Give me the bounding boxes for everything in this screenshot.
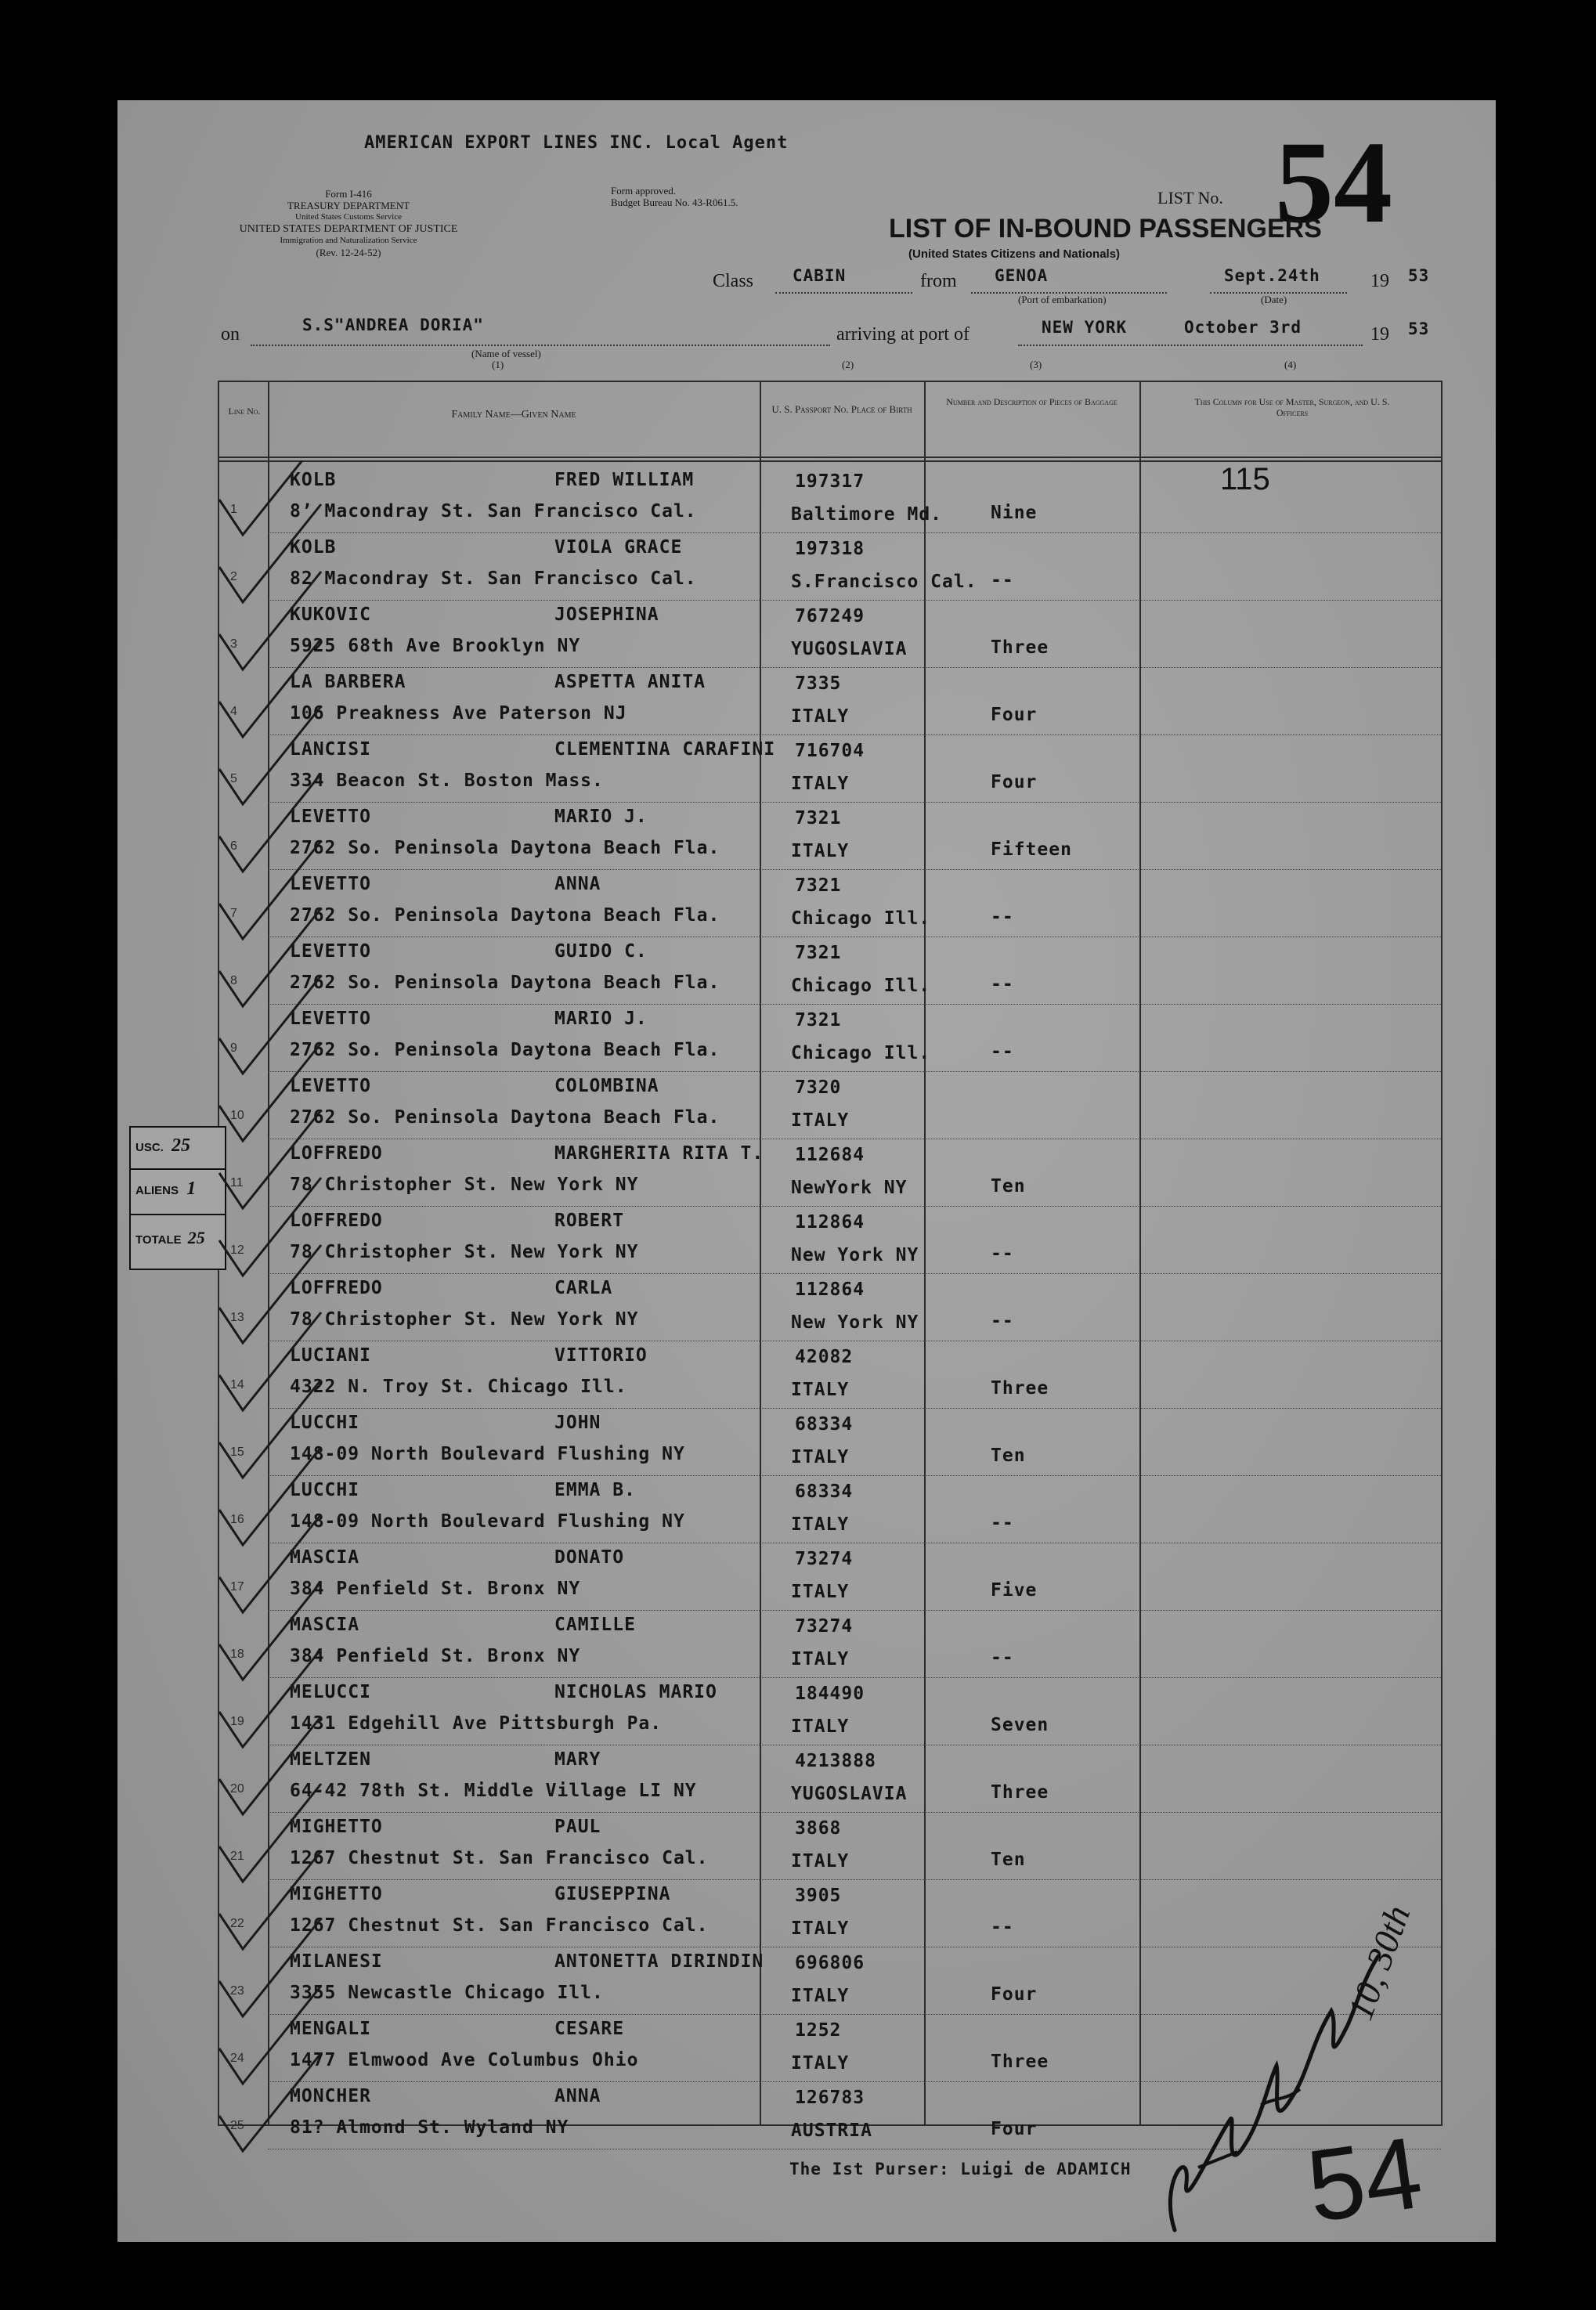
check-mark (219, 1514, 321, 1612)
tally-usc (135, 1135, 190, 1157)
line-number: 9 (230, 1041, 237, 1055)
given-name: GIUSEPPINA (554, 1884, 671, 1904)
address: 78 Christopher St. New York NY (290, 1175, 639, 1195)
check-mark (219, 706, 321, 804)
baggage: -- (991, 1917, 1014, 1937)
place-of-birth: S.Francisco Cal. (791, 572, 977, 592)
form-ins: Immigration and Naturalization Service (280, 236, 417, 245)
passport-number: 767249 (795, 606, 865, 626)
handwritten-list-number: 54 (1300, 2114, 1429, 2244)
place-of-birth: AUSTRIA (791, 2121, 872, 2141)
page-title: LIST OF IN-BOUND PASSENGERS (889, 214, 1322, 244)
date-caption: (Date) (1261, 294, 1287, 305)
place-of-birth: ITALY (791, 1716, 850, 1737)
passport-number: 112864 (795, 1212, 865, 1233)
address: 4322 N. Troy St. Chicago Ill. (290, 1377, 627, 1397)
check-mark (219, 908, 321, 1006)
aliens-label: ALIENS (135, 1184, 179, 1197)
place-of-birth: ITALY (791, 1110, 850, 1131)
place-of-birth: ITALY (791, 2053, 850, 2074)
baggage: Five (991, 1580, 1038, 1601)
family-name: LUCIANI (290, 1345, 371, 1366)
line-number: 21 (230, 1850, 244, 1863)
date-year: 53 (1408, 266, 1430, 285)
address: 1267 Chestnut St. San Francisco Cal. (290, 1848, 709, 1868)
address: 1431 Edgehill Ave Pittsburgh Pa. (290, 1713, 663, 1734)
baggage: Three (991, 2052, 1049, 2072)
given-name: GUIDO C. (554, 941, 648, 962)
arrival-year: 53 (1408, 319, 1430, 338)
place-of-birth: ITALY (791, 1851, 850, 1871)
given-name: NICHOLAS MARIO (554, 1682, 717, 1702)
family-name: LEVETTO (290, 1009, 371, 1029)
vessel-name: S.S"ANDREA DORIA" (302, 316, 484, 334)
address: 2762 So. Peninsola Daytona Beach Fla. (290, 1107, 720, 1128)
line-number: 13 (230, 1311, 244, 1324)
signature-note: 10, 30th (1339, 1900, 1418, 2025)
passport-number: 73274 (795, 1616, 854, 1637)
passport-number: 112864 (795, 1280, 865, 1300)
place-of-birth: Chicago Ill. (791, 976, 931, 996)
family-name: LUCCHI (290, 1413, 360, 1433)
address: 2762 So. Peninsola Daytona Beach Fla. (290, 1040, 720, 1060)
family-name: MASCIA (290, 1547, 360, 1568)
family-name: MELUCCI (290, 1682, 371, 1702)
place-of-birth: New York NY (791, 1312, 919, 1333)
line-number: 16 (230, 1513, 244, 1526)
passport-number: 7320 (795, 1077, 842, 1098)
form-justice: UNITED STATES DEPARTMENT OF JUSTICE (239, 223, 458, 235)
address: 384 Penfield St. Bronx NY (290, 1646, 581, 1666)
baggage: Ten (991, 1446, 1026, 1466)
line-number: 12 (230, 1243, 244, 1257)
passport-number: 112684 (795, 1145, 865, 1165)
check-mark (219, 1649, 321, 1747)
totale-label: TOTALE (135, 1233, 182, 1247)
place-of-birth: New York NY (791, 1245, 919, 1265)
address: 384 Penfield St. Bronx NY (290, 1579, 581, 1599)
approved-line: Form approved. (611, 185, 677, 197)
family-name: KUKOVIC (290, 605, 371, 625)
line-number: 6 (230, 839, 237, 853)
passenger-manifest-page (117, 100, 1496, 2242)
tally-aliens (135, 1178, 196, 1200)
arrival-date: October 3rd (1184, 318, 1302, 337)
arriving-label: arriving at port of (836, 324, 970, 345)
arrival-underline (1018, 345, 1363, 346)
baggage: Four (991, 772, 1038, 792)
line-number: 1 (230, 503, 237, 516)
baggage: Fifteen (991, 839, 1072, 860)
baggage: Three (991, 637, 1049, 658)
passport-number: 3868 (795, 1818, 842, 1839)
line-number: 19 (230, 1715, 244, 1728)
given-name: FRED WILLIAM (554, 470, 695, 490)
family-name: LUCCHI (290, 1480, 360, 1500)
given-name: JOSEPHINA (554, 605, 659, 625)
passport-number: 7321 (795, 1010, 842, 1030)
line-number: 7 (230, 907, 237, 920)
baggage: -- (991, 1041, 1014, 1062)
family-name: MILANESI (290, 1951, 383, 1972)
totale-value: 25 (187, 1228, 205, 1247)
passport-number: 696806 (795, 1953, 865, 1973)
passport-number: 7335 (795, 673, 842, 694)
place-of-birth: ITALY (791, 774, 850, 794)
line-number: 25 (230, 2119, 244, 2132)
place-of-birth: ITALY (791, 706, 850, 727)
passport-number: 4213888 (795, 1751, 876, 1771)
check-mark (219, 1312, 321, 1410)
family-name: LEVETTO (290, 1076, 371, 1096)
given-name: ANTONETTA DIRINDIN (554, 1951, 764, 1972)
check-marks (211, 460, 462, 2167)
passport-number: 3905 (795, 1886, 842, 1906)
given-name: MARY (554, 1749, 601, 1770)
place-of-birth: YUGOSLAVIA (791, 1784, 908, 1804)
page-subtitle: (United States Citizens and Nationals) (908, 247, 1121, 261)
line-number: 17 (230, 1580, 244, 1594)
baggage: -- (991, 1311, 1014, 1331)
address: 3355 Newcastle Chicago Ill. (290, 1983, 604, 2003)
given-name: CLEMENTINA CARAFINI (554, 739, 776, 760)
passport-number: 184490 (795, 1684, 865, 1704)
place-of-birth: ITALY (791, 1649, 850, 1669)
address: 334 Beacon St. Boston Mass. (290, 771, 604, 791)
address: 8’ Macondray St. San Francisco Cal. (290, 501, 697, 522)
check-mark (219, 1582, 321, 1680)
passport-number: 1252 (795, 2020, 842, 2041)
given-name: CAMILLE (554, 1615, 636, 1635)
arrival-year-prefix: 19 (1370, 324, 1389, 345)
place-of-birth: YUGOSLAVIA (791, 639, 908, 659)
place-of-birth: ITALY (791, 1918, 850, 1939)
address: 64-42 78th St. Middle Village LI NY (290, 1781, 697, 1801)
given-name: ANNA (554, 2086, 601, 2106)
tally-divider (131, 1214, 225, 1215)
line-number: 14 (230, 1378, 244, 1391)
given-name: VIOLA GRACE (554, 537, 683, 558)
address: 2762 So. Peninsola Daytona Beach Fla. (290, 838, 720, 858)
on-label: on (221, 324, 240, 345)
date-value: Sept.24th (1224, 266, 1320, 285)
check-mark (219, 841, 321, 939)
address: 81? Almond St. Wyland NY (290, 2117, 569, 2138)
class-label: Class (713, 271, 754, 291)
line-number: 8 (230, 974, 237, 987)
family-name: MELTZEN (290, 1749, 371, 1770)
from-label: from (920, 271, 957, 291)
purser-line: The Ist Purser: Luigi de ADAMICH (789, 2160, 1132, 2178)
baggage: Ten (991, 1176, 1026, 1197)
check-mark (219, 1043, 321, 1141)
passport-number: 716704 (795, 741, 865, 761)
class-value: CABIN (793, 266, 847, 285)
baggage: -- (991, 1243, 1014, 1264)
check-mark (219, 1986, 321, 2084)
family-name: MASCIA (290, 1615, 360, 1635)
check-mark (219, 639, 321, 737)
given-name: EMMA B. (554, 1480, 636, 1500)
line-number: 10 (230, 1109, 244, 1122)
tally-totale (135, 1228, 205, 1248)
family-name: MENGALI (290, 2019, 371, 2039)
baggage: -- (991, 570, 1014, 590)
list-no-value: 54 (1275, 117, 1392, 247)
family-name: KOLB (290, 470, 337, 490)
address: 106 Preakness Ave Paterson NJ (290, 703, 627, 724)
baggage: Seven (991, 1715, 1049, 1735)
arrival-port: NEW YORK (1042, 318, 1128, 337)
list-no-label: LIST No. (1157, 188, 1223, 208)
address: 148-09 North Boulevard Flushing NY (290, 1511, 685, 1532)
line-number: 15 (230, 1446, 244, 1459)
baggage: -- (991, 1513, 1014, 1533)
passport-number: 126783 (795, 2088, 865, 2108)
baggage: Four (991, 2119, 1038, 2139)
address: 2762 So. Peninsola Daytona Beach Fla. (290, 905, 720, 926)
check-mark (219, 504, 321, 602)
usc-label: USC. (135, 1141, 164, 1154)
given-name: ANNA (554, 874, 601, 894)
officer-note: 115 (1220, 462, 1270, 496)
family-name: LOFFREDO (290, 1211, 383, 1231)
caption-col3: (3) (1030, 359, 1042, 370)
family-name: LOFFREDO (290, 1278, 383, 1298)
passport-number: 7321 (795, 808, 842, 828)
vessel-underline (251, 345, 830, 346)
address: 78 Christopher St. New York NY (290, 1242, 639, 1262)
baggage: Ten (991, 1850, 1026, 1870)
given-name: MARIO J. (554, 807, 648, 827)
check-mark (219, 1918, 321, 2016)
place-of-birth: ITALY (791, 1582, 850, 1602)
place-of-birth: Chicago Ill. (791, 1043, 931, 1063)
family-name: LANCISI (290, 739, 371, 760)
usc-value: 25 (172, 1135, 191, 1156)
baggage: Three (991, 1782, 1049, 1803)
line-number: 2 (230, 570, 237, 583)
form-number: Form I-416 (325, 188, 372, 200)
address: 148-09 North Boulevard Flushing NY (290, 1444, 685, 1464)
baggage: Three (991, 1378, 1049, 1399)
place-of-birth: ITALY (791, 1380, 850, 1400)
passport-number: 7321 (795, 943, 842, 963)
passport-number: 68334 (795, 1414, 854, 1435)
passport-number: 73274 (795, 1549, 854, 1569)
address: 2762 So. Peninsola Daytona Beach Fla. (290, 973, 720, 993)
check-mark (219, 2053, 321, 2151)
check-mark (219, 1716, 321, 1814)
baggage: Four (991, 1984, 1038, 2005)
check-mark (219, 1380, 321, 1478)
address: 1477 Elmwood Ave Columbus Ohio (290, 2050, 639, 2070)
line-number: 11 (230, 1176, 244, 1189)
check-mark (219, 1178, 321, 1276)
check-mark (219, 976, 321, 1074)
header-divider (219, 457, 1441, 458)
form-dept: TREASURY DEPARTMENT (287, 200, 410, 211)
form-service: United States Customs Service (295, 212, 402, 222)
caption-col2: (2) (842, 359, 854, 370)
check-mark (219, 1110, 321, 1208)
family-name: LOFFREDO (290, 1143, 383, 1164)
line-number: 18 (230, 1648, 244, 1661)
address: 5925 68th Ave Brooklyn NY (290, 636, 581, 656)
embark-caption: (Port of embarkation) (1018, 294, 1107, 305)
budget-line: Budget Bureau No. 43-R061.5. (611, 197, 738, 208)
caption-col4: (4) (1284, 359, 1297, 370)
check-mark (219, 1447, 321, 1545)
class-underline (775, 292, 912, 294)
place-of-birth: ITALY (791, 1514, 850, 1535)
family-name: LEVETTO (290, 874, 371, 894)
line-number: 3 (230, 637, 237, 651)
baggage: -- (991, 974, 1014, 994)
passport-number: 42082 (795, 1347, 854, 1367)
given-name: VITTORIO (554, 1345, 648, 1366)
family-name: MIGHETTO (290, 1884, 383, 1904)
baggage: Four (991, 705, 1038, 725)
baggage: -- (991, 907, 1014, 927)
date-year-prefix: 19 (1370, 271, 1389, 291)
given-name: JOHN (554, 1413, 601, 1433)
line-number: 23 (230, 1984, 244, 1998)
check-mark (219, 572, 321, 670)
place-of-birth: NewYork NY (791, 1178, 908, 1198)
col-header-line: Line No. (228, 406, 261, 417)
given-name: MARIO J. (554, 1009, 648, 1029)
col-header-passport: U. S. Passport No. Place of Birth (771, 403, 912, 415)
line-number: 22 (230, 1917, 244, 1930)
family-name: LEVETTO (290, 807, 371, 827)
baggage: -- (991, 1648, 1014, 1668)
check-mark (219, 774, 321, 872)
given-name: COLOMBINA (554, 1076, 659, 1096)
given-name: ASPETTA ANITA (554, 672, 706, 692)
check-mark (219, 1784, 321, 1882)
line-number: 24 (230, 2052, 244, 2065)
baggage: Nine (991, 503, 1038, 523)
family-name: KOLB (290, 537, 337, 558)
passport-number: 68334 (795, 1482, 854, 1502)
approved-block (611, 185, 738, 208)
col-header-officers: This Column for Use of Master, Surgeon, and U. S. Officers (1194, 396, 1390, 418)
given-name: ROBERT (554, 1211, 625, 1231)
passport-number: 197317 (795, 471, 865, 492)
place-of-birth: Baltimore Md. (791, 504, 943, 525)
given-name: CESARE (554, 2019, 625, 2039)
col-header-name: Family Name—Given Name (451, 409, 576, 420)
check-mark (219, 1851, 321, 1949)
place-of-birth: ITALY (791, 1447, 850, 1467)
place-of-birth: Chicago Ill. (791, 908, 931, 929)
form-rev: (Rev. 12-24-52) (316, 247, 381, 258)
aliens-value: 1 (186, 1178, 197, 1199)
place-of-birth: ITALY (791, 1986, 850, 2006)
line-number: 5 (230, 772, 237, 785)
line-number: 4 (230, 705, 237, 718)
passport-number: 7321 (795, 875, 842, 896)
line-number: 20 (230, 1782, 244, 1796)
agent-line: AMERICAN EXPORT LINES INC. Local Agent (364, 133, 789, 153)
col-header-baggage: Number and Description of Pieces of Baggage (946, 396, 1118, 407)
address: 82 Macondray St. San Francisco Cal. (290, 568, 697, 589)
family-name: LEVETTO (290, 941, 371, 962)
passport-number: 197318 (795, 539, 865, 559)
family-name: MONCHER (290, 2086, 371, 2106)
tally-divider (131, 1168, 225, 1170)
vessel-caption: (Name of vessel) (471, 348, 541, 359)
given-name: DONATO (554, 1547, 625, 1568)
address: 78 Christopher St. New York NY (290, 1309, 639, 1330)
vessel-num: (1) (492, 359, 504, 370)
place-of-birth: ITALY (791, 841, 850, 861)
from-value: GENOA (995, 266, 1049, 285)
address: 1267 Chestnut St. San Francisco Cal. (290, 1915, 709, 1936)
family-name: MIGHETTO (290, 1817, 383, 1837)
check-mark (219, 1245, 321, 1343)
family-name: LA BARBERA (290, 672, 406, 692)
given-name: PAUL (554, 1817, 601, 1837)
given-name: MARGHERITA RITA T. (554, 1143, 764, 1164)
given-name: CARLA (554, 1278, 613, 1298)
form-block (235, 188, 462, 258)
